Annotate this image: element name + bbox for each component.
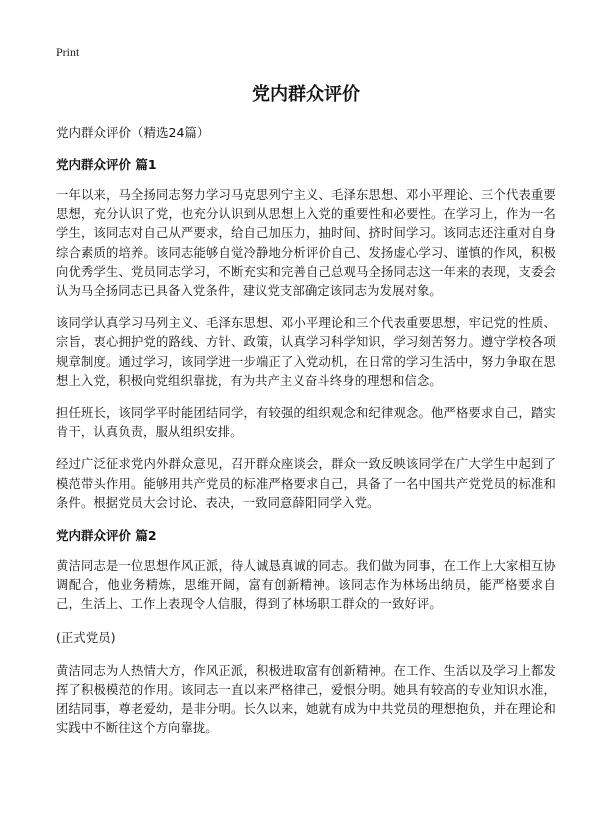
section-1 bbox=[56, 156, 556, 513]
document-subtitle: 党内群众评价（精选24篇） bbox=[56, 125, 210, 140]
section-2 bbox=[56, 527, 556, 739]
paragraph: 一年以来，马全扬同志努力学习马克思列宁主义、毛泽东思想、邓小平理论、三个代表重要思想，充分认识了党，也充分认识到从思想上入党的重要性和必要性。在学习上，作为一名学生，该同志对自己从严要求，给自己加压力，抽时间、挤时间学习。该同志还注重对自身综合素质的培养。该同志能够自觉冷静地分析评价自己、发扬虚心学习、谨慎的作风，积极向优秀学生、党员同志学习，不断充实和完善自己总观马全扬同志这一年来的表现，支委会认为马全扬同志已具备入党条件，建议党支部确定该同志为发展对象。 bbox=[56, 188, 556, 299]
paragraph: 担任班长，该同学平时能团结同学，有较强的组织观念和纪律观念。他严格要求自己，踏实肯干，认真负责，服从组织安排。 bbox=[56, 406, 556, 440]
paragraph: 黄洁同志为人热情大方，作风正派，积极进取富有创新精神。在工作、生活以及学习上都发挥了积极模范的作用。该同志一直以来严格律己，爱恨分明。她具有较高的专业知识水准，团结同事，尊老爱幼，是非分明。长久以来，她就有成为中共党员的理想抱负，并在理论和实践中不断往这个方向靠拢。 bbox=[56, 663, 556, 736]
section-heading: 党内群众评价 篇1 bbox=[56, 157, 157, 172]
section-heading: 党内群众评价 篇2 bbox=[56, 528, 157, 544]
paragraph: 黄洁同志是一位思想作风正派，待人诚恳真诚的同志。我们做为同事，在工作上大家相互协调配合，他业务精炼，思维开阔，富有创新精神。该同志作为林场出纳员，能严格要求自己，生活上、工作上表现令人信服，得到了林场职工群众的一致好评。 bbox=[56, 559, 556, 612]
document-title: 党内群众评价 bbox=[252, 84, 360, 105]
paragraph: 经过广泛征求党内外群众意见，召开群众座谈会，群众一致反映该同学在广大学生中起到了模范带头作用。能够用共产党员的标准严格要求自己，具备了一名中国共产党党员的标准和条件。根据党员大会讨论、表决，一致同意薛阳同学入党。 bbox=[56, 457, 556, 510]
print-link[interactable]: Print bbox=[56, 45, 80, 59]
paragraph: (正式党员) bbox=[56, 630, 116, 645]
paragraph: 该同学认真学习马列主义、毛泽东思想、邓小平理论和三个代表重要思想，牢记党的性质、宗旨，衷心拥护党的路线、方针、政策，认真学习科学知识，学习刻苦努力。遵守学校各项规章制度。通过学习，该同学进一步端正了入党动机，在日常的学习生活中，努力争取在思想上入党，积极向党组织靠拢，有为共产主义奋斗终身的理想和信念。 bbox=[56, 316, 556, 388]
